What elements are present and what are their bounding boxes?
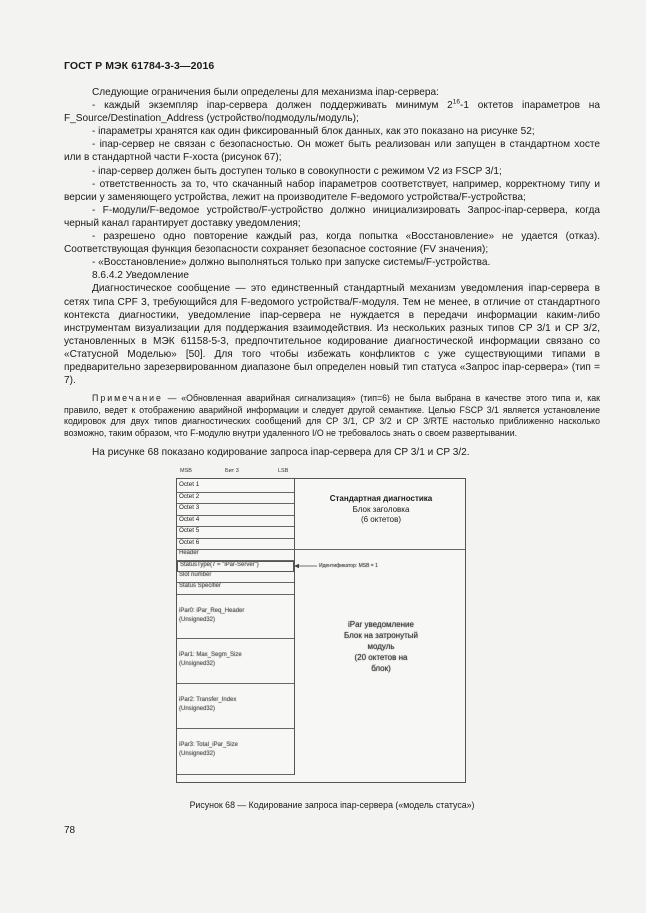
status-model-figure	[176, 478, 466, 783]
page-number: 78	[64, 825, 76, 836]
bullet-item: - F-модули/F-ведомое устройство/F-устройство должно инициализировать Запрос-iпар-сервера, когда черный канал гарантирует доставку уведомления;	[64, 204, 600, 229]
identifier-label: Идентификатор: MSB = 1	[319, 563, 378, 569]
ipar-notification-block-label: iPar уведомление Блок на затронутый модуль (20 октетов на блок)	[344, 620, 418, 673]
msb-label: MSB	[180, 468, 192, 474]
status-specifier-row: Status Specifier	[177, 583, 294, 595]
octet-cell: Octet 4	[177, 516, 294, 528]
notification-paragraph: Диагностическое сообщение — это единственный стандартный механизм уведомления iпар-сервера в сетях типа CPF 3, требующийся для F-ведомого устройства/F-модуля. Тем не менее, в отличие от стандартного контекста диагностики, уведомление iпар-сервера не нуждается в передачи информации каким-либо инструментам визуализации для поддержания взаимодействия. Из нескольких разных типов CP 3/1 и CP 3/2, установленных в МЭК 61158-5-3, предпочтительное кодирование диагностической информации связано со «Статусной Моделью» [50]. Для того чтобы избежать конфликтов с уже существующими типами в предварительно зарезервированном диапазоне был определен новый тип статуса «Запрос iпар-сервера» (тип = 7).	[64, 283, 600, 387]
ipar-param-row: iPar1: Max_Segm_Size (Unsigned32)	[177, 639, 294, 684]
bullet-item: - «Восстановление» должно выполняться только при запуске системы/F-устройства.	[92, 257, 491, 269]
bullet-item: - разрешено одно повторение каждый раз, когда попытка «Восстановление» не удается (отказ). Соответствующая функция безопасности сохраняет безопасное состояние (FV значения);	[64, 231, 600, 256]
note-label: Примечание	[92, 393, 163, 404]
document-header: ГОСТ Р МЭК 61784-3-3—2016	[64, 60, 215, 72]
figure-intro: На рисунке 68 показано кодирование запроса iпар-сервера для CP 3/1 и CP 3/2.	[92, 446, 470, 458]
figure-caption: Рисунок 68 — Кодирование запроса iпар-сервера («модель статуса»)	[189, 800, 475, 810]
octet-cell: Octet 5	[177, 527, 294, 539]
header-row: Header	[177, 550, 294, 561]
octet-cell: Octet 6	[177, 539, 294, 550]
ipar-param-row: iPar2: Transfer_Index (Unsigned32)	[177, 684, 294, 729]
octet-cell: Octet 2	[177, 493, 294, 505]
lsb-label: LSB	[278, 468, 289, 474]
arrow-icon	[294, 563, 318, 569]
bullet-item: - каждый экземпляр iпар-сервера должен поддерживать минимум $2^{16}-1$ октетов iпараметров на F_Source/Destination_Address (устройство/подмодуль/модуль);	[64, 98, 600, 125]
status-type-row: StatusType(7 = "iPar-Server")	[177, 561, 294, 572]
octet-cell: Octet 1	[177, 481, 294, 493]
slot-number-row: Slot number	[177, 572, 294, 583]
bullet-item: - iпараметры хранятся как один фиксированный блок данных, как это показано на рисунке 52;	[92, 126, 535, 138]
ipar-param-row: iPar3: Total_iPar_Size (Unsigned32)	[177, 729, 294, 775]
superscript-16: 16	[452, 98, 461, 106]
body-text	[64, 86, 600, 459]
intro-line: Следующие ограничения были определены для механизма iпар-сервера:	[92, 87, 439, 98]
note-text: — «Обновленная аварийная сигнализация» (тип=6) не была выбрана в качестве этого типа и, как правило, ведет к отображению аварийной информации и следует другой семантике. Целью FSCP 3/1 является установление кодировок для двух типов диагностических сообщений для CP 3/1, CP 3/2 и CP 3/RTE настолько приближенно насколько возможно, таким образом, что F-модулю внутри удаленного I/O не требовалось знать о своем развертывании.	[64, 393, 600, 438]
note-paragraph	[64, 393, 600, 439]
standard-diagnostics-label: Стандартная диагностика Блок заголовка (6 октетов)	[329, 494, 433, 524]
bit3-label: Бит 3	[225, 468, 239, 474]
bullet-item: - iпар-сервер не связан с безопасностью. Он может быть реализован или запущен в стандартном хосте или в стандартной части F-хоста (рисунок 67);	[64, 139, 600, 164]
octet-cell: Octet 3	[177, 504, 294, 516]
ipar-param-row: iPar0: iPar_Req_Header (Unsigned32)	[177, 595, 294, 639]
section-heading: 8.6.4.2 Уведомление	[92, 270, 189, 282]
bullet-item: - ответственность за то, что скачанный набор iпараметров соответствует, например, корректному типу и версии у заменяющего устройства, лежит на производителе F-ведомого устройства/F-устройства;	[64, 178, 600, 203]
bullet-item: - iпар-сервер должен быть доступен только в совокупности с режимом V2 из FSCP 3/1;	[92, 165, 502, 177]
